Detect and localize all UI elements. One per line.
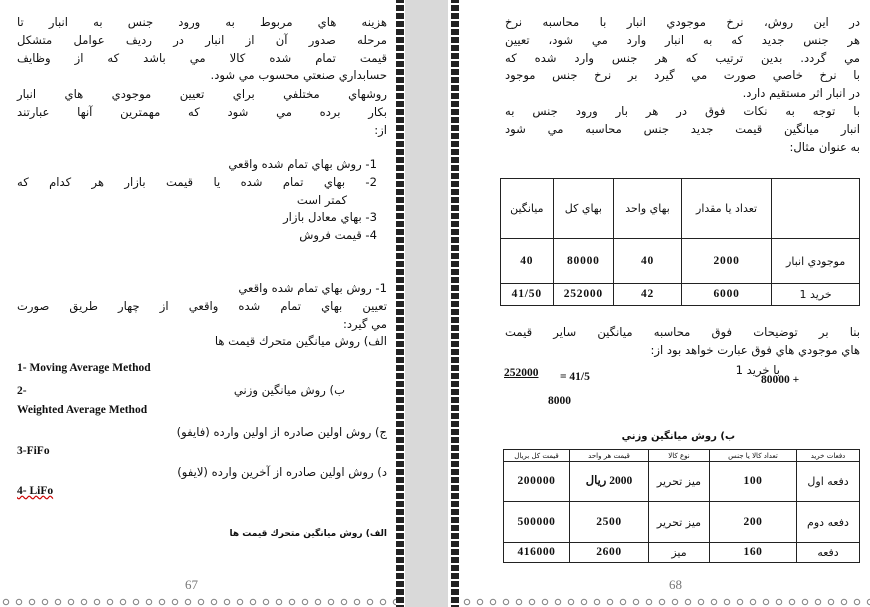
table-cell: 80000 bbox=[553, 239, 614, 284]
table-header-row bbox=[504, 450, 860, 462]
left-section bbox=[17, 280, 387, 351]
table-row bbox=[504, 543, 860, 563]
left-para-2 bbox=[17, 86, 387, 139]
table-cell: 416000 bbox=[504, 543, 570, 563]
calc-result: = 41/5 bbox=[560, 371, 590, 383]
weighted-number: 2- bbox=[17, 385, 27, 397]
binding-rings bbox=[448, 598, 870, 607]
table-header: بهاي كل bbox=[553, 179, 614, 239]
text-line: در انبار اثر مستقيم دارد. bbox=[742, 86, 860, 101]
table-row bbox=[504, 502, 860, 543]
left-list bbox=[17, 156, 377, 245]
table-cell: 2500 bbox=[570, 502, 649, 543]
text-line: هاي موجودي هاي فوق عبارت خواهد بود از: bbox=[650, 342, 860, 357]
table-header bbox=[772, 179, 860, 239]
table-header: تعداد يا مقدار bbox=[681, 179, 771, 239]
table-cell: 2000 ريال bbox=[570, 462, 649, 502]
text-line: مي گيرد: bbox=[342, 316, 387, 331]
section-heading: 1- روش بهاي تمام شده واقعي bbox=[238, 281, 387, 295]
fifo-en: 3-FiFo bbox=[17, 445, 50, 457]
table-cell: دفعه اول bbox=[797, 462, 860, 502]
calc-denominator: 8000 bbox=[548, 395, 571, 407]
table-cell: خريد 1 bbox=[772, 284, 860, 306]
table-cell: 252000 bbox=[553, 284, 614, 306]
table-row bbox=[501, 239, 860, 284]
left-spine bbox=[396, 0, 404, 607]
table-cell: موجودي انبار bbox=[772, 239, 860, 284]
text-line: تعيين بهاي تمام شده واقعي از چهار طريق صورت bbox=[17, 298, 387, 313]
lifo-fa: د) روش اولين صادره از آخرين وارده (لايفو) bbox=[177, 465, 387, 479]
right-para-2 bbox=[505, 324, 860, 360]
table-cell: ميز تحرير bbox=[649, 462, 710, 502]
table-cell: 200 bbox=[710, 502, 797, 543]
footer-heading: الف) روش ميانگين متحرك قيمت ها bbox=[229, 529, 387, 539]
table-cell: 200000 bbox=[504, 462, 570, 502]
text-line: با نرخ خاصي صورت مي گيرد بر نرخ جنس موجود bbox=[505, 68, 860, 83]
text-line: روشهاي مختلفي براي تعيين موجودي هاي انبار bbox=[17, 87, 387, 101]
table-cell: 40 bbox=[614, 239, 682, 284]
weighted-average-fa: ب) روش ميانگين وزني bbox=[233, 383, 345, 397]
right-para-1 bbox=[505, 14, 860, 156]
text-line: هر جنس جديد كه به انبار وارد مي شود، تعيين bbox=[505, 32, 860, 47]
text-line: مرحله صدور آن از انبار در رديف عوامل متشكل bbox=[17, 32, 387, 47]
table-cell: 500000 bbox=[504, 502, 570, 543]
table-header: قيمت هر واحد bbox=[570, 450, 649, 462]
table-cell: دفعه دوم bbox=[797, 502, 860, 543]
list-item: 2- بهاي تمام شده يا قيمت بازار هر كدام كه bbox=[17, 174, 377, 189]
list-item: 3- بهاي معادل بازار bbox=[283, 210, 377, 225]
list-item: 4- قيمت فروش bbox=[299, 228, 377, 243]
inventory-table bbox=[500, 178, 860, 306]
text-line: از: bbox=[374, 122, 387, 137]
weighted-subheading: ب) روش ميانگين وزني bbox=[621, 431, 735, 442]
left-page bbox=[0, 0, 405, 607]
purchases-table bbox=[503, 449, 860, 563]
right-page bbox=[448, 0, 870, 607]
table-cell: 42 bbox=[614, 284, 682, 306]
table-cell: ميز bbox=[649, 543, 710, 563]
table-header: ميانگين bbox=[501, 179, 554, 239]
text-line: هزينه هاي مربوط به ورود جنس به انبار تا bbox=[17, 15, 387, 29]
table-cell: 40 bbox=[501, 239, 554, 284]
text-line: با توجه به نكات فوق در هر بار ورود جنس به bbox=[505, 103, 860, 118]
table-cell: 6000 bbox=[681, 284, 771, 306]
table-header-row bbox=[501, 179, 860, 239]
list-item: كمتر است bbox=[296, 192, 347, 207]
calc-label: با خريد 1 bbox=[735, 363, 780, 377]
left-para-1 bbox=[17, 14, 387, 85]
list-item: 1- روش بهاي تمام شده واقعي bbox=[228, 157, 377, 171]
fifo-fa: ج) روش اولين صادره از اولين وارده (فايفو) bbox=[176, 425, 387, 439]
calc-numerator: 252000 bbox=[504, 367, 539, 379]
table-cell: 41/50 bbox=[501, 284, 554, 306]
text-line: به عنوان مثال: bbox=[789, 139, 860, 154]
right-spine bbox=[451, 0, 459, 607]
table-header: تعداد كالا يا جنس bbox=[710, 450, 797, 462]
text-line: مي گردد. بدين ترتيب كه هر جنس وارد شده كه bbox=[505, 50, 860, 65]
table-header: بهاي واحد bbox=[614, 179, 682, 239]
text-line: حسابداري صنعتي محسوب مي شود. bbox=[210, 68, 387, 83]
table-header: نوع كالا bbox=[649, 450, 710, 462]
text-line: در اين روش، نرخ موجودي انبار با محاسبه نرخ bbox=[505, 15, 860, 29]
binding-rings bbox=[0, 598, 405, 607]
table-cell: 100 bbox=[710, 462, 797, 502]
page-number: 68 bbox=[669, 577, 682, 592]
table-cell: دفعه bbox=[797, 543, 860, 563]
table-cell: 2600 bbox=[570, 543, 649, 563]
table-header: دفعات خريد bbox=[797, 450, 860, 462]
calc-plus: 80000 + bbox=[761, 374, 800, 386]
moving-average-en: 1- Moving Average Method bbox=[17, 362, 151, 374]
text-line: الف) روش ميانگين متحرك قيمت ها bbox=[214, 334, 387, 349]
text-line: قيمت تمام شده كالا مي باشد كه از وظايف bbox=[17, 50, 387, 65]
weighted-average-en: Weighted Average Method bbox=[17, 404, 148, 416]
text-line: انبار ميانگين قيمت جديد جنس محاسبه مي شود bbox=[505, 121, 860, 136]
table-row bbox=[504, 462, 860, 502]
page-number: 67 bbox=[185, 577, 198, 592]
table-row bbox=[501, 284, 860, 306]
text-line: بنا بر توضيحات فوق محاسبه ميانگين ساير قيمت bbox=[505, 325, 860, 339]
table-cell: ميز تحرير bbox=[649, 502, 710, 543]
table-header: قيمت كل بريال bbox=[504, 450, 570, 462]
lifo-en: 4- LiFo bbox=[17, 485, 54, 497]
table-cell: 2000 bbox=[681, 239, 771, 284]
text-line: بكار برده مي شود كه مهمترين آنها عبارتند bbox=[17, 104, 387, 119]
table-cell: 160 bbox=[710, 543, 797, 563]
